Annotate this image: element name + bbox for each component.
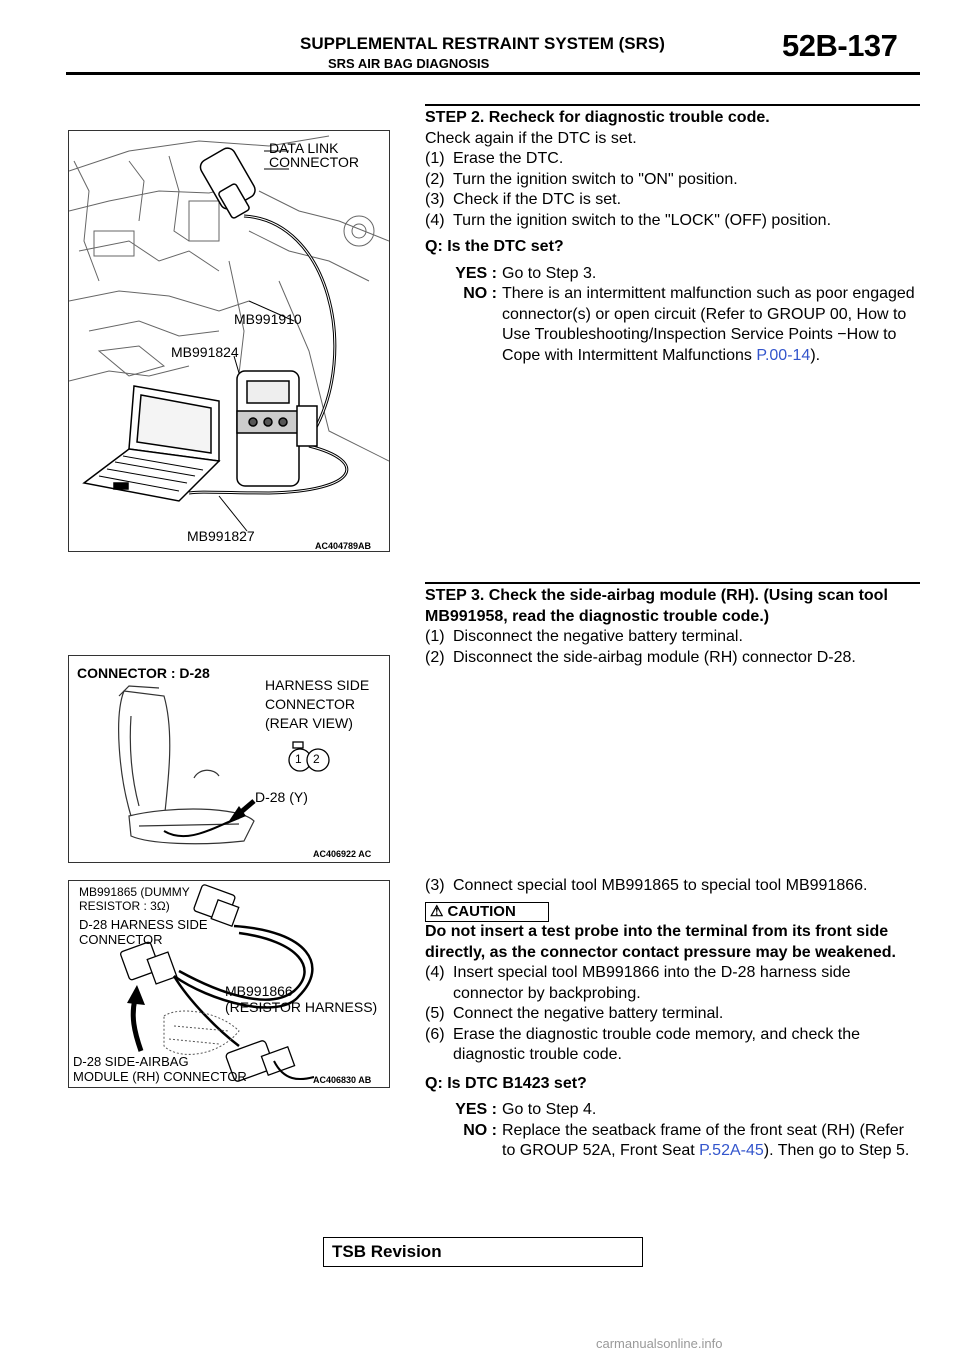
step3-yes: YES : Go to Step 4. bbox=[455, 1101, 597, 1118]
link-p00-14[interactable]: P.00-14 bbox=[756, 346, 811, 364]
list-item: (3) Check if the DTC is set. bbox=[425, 191, 622, 208]
list-item: (4) Insert special tool MB991866 into the D-28 harness side connector by backprobing. bbox=[425, 964, 851, 1002]
label-mb991824: MB991824 bbox=[171, 344, 239, 360]
list-item: (1) Erase the DTC. bbox=[425, 150, 564, 167]
step3-no: NO : Replace the seatback frame of the front seat (RH) (Refer to GROUP 52A, Front Seat P.52A-45). Then go to Step 5. bbox=[463, 1121, 910, 1159]
step2-section bbox=[425, 108, 920, 366]
figure-code: AC406830 AB bbox=[313, 1075, 372, 1085]
step2-rule bbox=[425, 104, 920, 106]
list-item: (5) Connect the negative battery terminal. bbox=[425, 1005, 724, 1022]
label-data-link-connector: DATA LINK CONNECTOR bbox=[269, 140, 359, 170]
watermark: carmanualsonline.info bbox=[596, 1336, 723, 1351]
caution-text: Do not insert a test probe into the terminal from its front side directly, as the connector contact pressure may be weakened. bbox=[425, 923, 896, 961]
figure-code: AC406922 AC bbox=[313, 849, 372, 859]
step2-title: STEP 2. Recheck for diagnostic trouble code. bbox=[425, 109, 770, 126]
step3-section bbox=[425, 586, 920, 668]
list-item: (6) Erase the diagnostic trouble code memory, and check the diagnostic trouble code. bbox=[425, 1025, 861, 1063]
label-mb991866: MB991866 (RESISTOR HARNESS) bbox=[225, 983, 378, 1015]
figure-resistor-harness bbox=[68, 880, 390, 1088]
label-mb991827: MB991827 bbox=[187, 528, 255, 544]
list-item: (4) Turn the ignition switch to the "LOCK" (OFF) position. bbox=[425, 211, 832, 229]
label-mb991910: MB991910 bbox=[234, 311, 302, 327]
step3-question: Q: Is DTC B1423 set? bbox=[425, 1074, 587, 1092]
step3-continued bbox=[425, 876, 920, 1162]
list-item: (3) Connect special tool MB991865 to special tool MB991866. bbox=[425, 877, 868, 894]
scan-tool-illustration bbox=[69, 131, 389, 551]
pin-1: 1 bbox=[295, 752, 302, 766]
step2-intro: Check again if the DTC is set. bbox=[425, 129, 637, 147]
label-mb991865: MB991865 (DUMMY RESISTOR : 3Ω) bbox=[79, 885, 190, 913]
pin-2: 2 bbox=[313, 752, 320, 766]
tsb-revision-box: TSB Revision bbox=[323, 1237, 643, 1267]
step3-title: STEP 3. Check the side-airbag module (RH). (Using scan tool MB991958, read the diagnostic trouble code.) bbox=[425, 587, 888, 625]
link-p52a-45[interactable]: P.52A-45 bbox=[699, 1142, 764, 1159]
header-rule bbox=[66, 72, 920, 75]
label-connector-d28: CONNECTOR : D-28 bbox=[77, 665, 210, 681]
label-harness-side-connector: D-28 HARNESS SIDE CONNECTOR bbox=[79, 917, 208, 947]
step2-no: NO : There is an intermittent malfunction such as poor engaged connector(s) or open circuit (Refer to GROUP 00, How to Use Troubleshooting/Inspection Service Points −How to Cope with Intermittent Malfunctions P.00-14). bbox=[463, 285, 915, 364]
list-item: (1) Disconnect the negative battery terminal. bbox=[425, 628, 743, 645]
caution-badge: ⚠ CAUTION bbox=[425, 902, 920, 923]
figure-code: AC404789AB bbox=[315, 541, 372, 551]
section-subtitle: SRS AIR BAG DIAGNOSIS bbox=[328, 56, 490, 71]
list-item: (2) Disconnect the side-airbag module (RH) connector D-28. bbox=[425, 648, 856, 666]
label-d28-y: D-28 (Y) bbox=[255, 789, 308, 805]
figure-connector-d28 bbox=[68, 655, 390, 863]
step3-rule bbox=[425, 582, 920, 584]
step2-yes: YES : Go to Step 3. bbox=[455, 264, 597, 282]
figure-scan-tool-connection bbox=[68, 130, 390, 552]
label-harness-side: HARNESS SIDE CONNECTOR (REAR VIEW) bbox=[265, 677, 370, 731]
warning-icon: ⚠ bbox=[430, 902, 444, 920]
page-number: 52B-137 bbox=[782, 28, 898, 63]
section-title: SUPPLEMENTAL RESTRAINT SYSTEM (SRS) bbox=[300, 34, 665, 53]
list-item: (2) Turn the ignition switch to "ON" position. bbox=[425, 170, 738, 188]
label-side-airbag-module: D-28 SIDE-AIRBAG MODULE (RH) CONNECTOR bbox=[73, 1054, 247, 1084]
step2-question: Q: Is the DTC set? bbox=[425, 238, 564, 255]
